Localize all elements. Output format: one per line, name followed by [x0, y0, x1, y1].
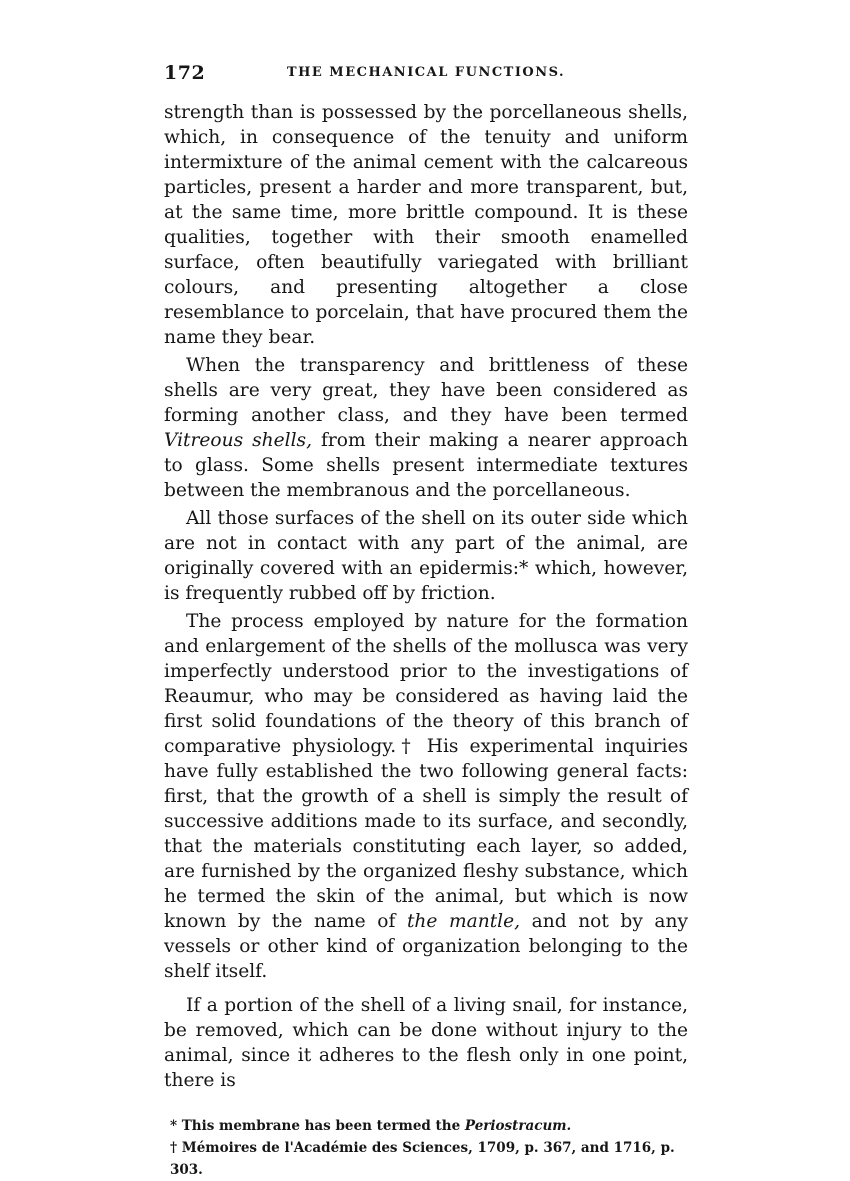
paragraph-2-italic: Vitreous shells, — [164, 430, 312, 451]
paragraph-4-text: The process employed by nature for the formation and enlargement of the shells of the mollusca was very imperfectly understood prior to the investigations of Reaumur, who may be considered as having laid the first solid foundations of the theory of this branch of comparative physiology.† His experimental inquiries have fully established the two following general facts: first, that the growth of a shell is simply the result of successive additions made to its surface, and secondly, that the materials constituting each layer, so added, are furnished by the organized fleshy substance, which he termed the skin of the animal, but which is now known by the name of — [164, 611, 688, 932]
footnote-1-text: * This membrane has been termed the — [170, 1118, 465, 1134]
running-title: THE MECHANICAL FUNCTIONS. — [286, 65, 566, 80]
footnote-2: † Mémoires de l'Académie des Sciences, 1709, p. 367, and 1716, p. 303. — [170, 1140, 675, 1178]
book-page — [164, 62, 688, 1181]
footnotes — [164, 1115, 688, 1181]
paragraph-2 — [164, 353, 688, 503]
paragraph-4 — [164, 609, 688, 984]
paragraph-4-text-end: and not by any vessels or other kind of organization belonging to the shelf itself. — [164, 911, 688, 982]
footnote-1-italic: Periostracum. — [464, 1118, 572, 1134]
paragraph-5: If a portion of the shell of a living snail, for instance, be removed, which can be done without injury to the animal, since it adheres to the flesh only in one point, there is — [164, 995, 688, 1091]
paragraph-4-italic: the mantle, — [406, 911, 521, 932]
paragraph-3: All those surfaces of the shell on its outer side which are not in contact with any part of the animal, are originally covered with an epidermis:* which, however, is frequently rubbed off by friction. — [164, 508, 688, 604]
paragraph-1: strength than is possessed by the porcellaneous shells, which, in consequence of the tenuity and uniform intermixture of the animal cement with the calcareous particles, present a harder and more transparent, but, at the same time, more brittle compound. It is these qualities, together with their smooth enamelled surface, often beautifully variegated with brilliant colours, and presenting altogether a close resemblance to porcelain, that have procured them the name they bear. — [164, 102, 688, 348]
footnote-1 — [164, 1115, 688, 1137]
body-text — [164, 100, 688, 1093]
running-head — [164, 62, 688, 84]
paragraph-2-text-end: from their making a nearer approach to glass. Some shells present intermediate textures between the membranous and the porcellaneous. — [164, 430, 688, 501]
page-number: 172 — [164, 62, 206, 84]
paragraph-2-text: When the transparency and brittleness of these shells are very great, they have been considered as forming another class, and they have been termed — [164, 355, 688, 426]
